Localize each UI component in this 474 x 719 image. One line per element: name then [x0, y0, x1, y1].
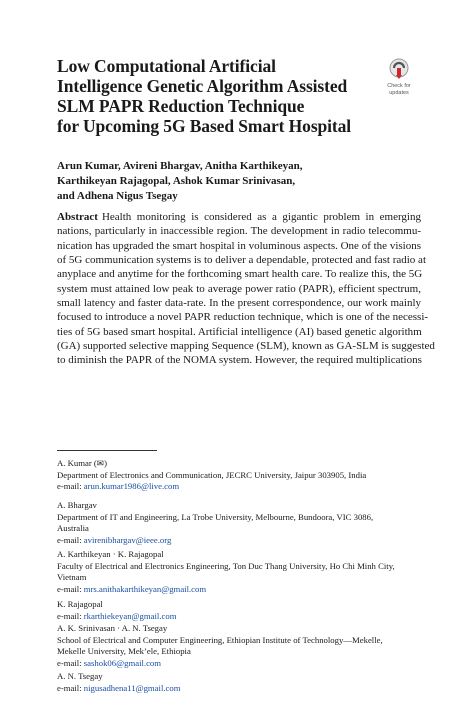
badge-text-1: Check for [387, 83, 411, 89]
affiliation-line: Mekelle University, Mek’ele, Ethiopia [57, 646, 191, 656]
abstract-line: Health monitoring is considered as a gigantic problem in emerging [101, 211, 421, 223]
title-line: for Upcoming 5G Based Smart Hospital [57, 116, 352, 136]
email-link[interactable]: rkarthiekeyan@gmail.com [83, 610, 177, 621]
affiliation-name: A. N. Tsegay [57, 671, 103, 681]
email-prefix: e-mail: [57, 534, 84, 545]
affiliation-line: School of Electrical and Computer Engineering, Ethiopian Institute of Technology—Mekelle, [57, 634, 383, 645]
title-line: Intelligence Genetic Algorithm Assisted [57, 76, 348, 96]
affiliation-name: K. Rajagopal [57, 599, 103, 609]
email-prefix: e-mail: [57, 657, 84, 668]
email-link[interactable]: avirenibhargav@ieee.org [83, 534, 172, 545]
footer-wrapper [57, 0, 435, 719]
affiliation-line: Australia [57, 523, 89, 533]
abstract-line: nication has upgraded the smart hospital in voluminous aspects. One of the visions [57, 239, 421, 252]
abstract-line: of 5G communication systems is to deliver a dependable, protected and fast radio at [57, 254, 426, 267]
author-line: Karthikeyan Rajagopal, Ashok Kumar Srinivasan, [57, 175, 296, 187]
affiliation-name: A. Bhargav [57, 500, 97, 510]
abstract-line: to diminish the PAPR of the NOMA system. However, the required multiplications [57, 354, 422, 367]
affiliation-line: Department of IT and Engineering, La Trobe University, Melbourne, Bundoora, VIC 3086, [57, 511, 374, 522]
email-prefix: e-mail: [57, 610, 84, 621]
affiliation-line: Department of Electronics and Communication, JECRC University, Jaipur 303905, India [57, 469, 367, 480]
author-line: and Adhena Nigus Tsegay [57, 190, 178, 202]
email-link[interactable]: nigusadhena11@gmail.com [83, 682, 181, 693]
email-link[interactable]: arun.kumar1986@live.com [83, 481, 180, 491]
affiliation-line: Faculty of Electrical and Electronics Engineering, Ton Duc Thang University, Ho Chi Minh City, [57, 560, 395, 571]
affiliation-name: A. Karthikeyan · K. Rajagopal [57, 549, 164, 559]
email-link[interactable]: mrs.anithakarthikeyan@gmail.com [83, 583, 207, 594]
abstract-line: system must attained low peak to average power ratio (PAPR), efficient spectrum, [57, 282, 421, 295]
email-prefix: e-mail: [57, 583, 84, 594]
abstract-line: small latency and faster data-rate. In the present correspondence, our work mainly [57, 297, 421, 310]
badge-text-2: updates [389, 90, 409, 96]
abstract-line: anyplace and anytime for the forthcoming smart health care. To realize this, the 5G [57, 268, 423, 281]
abstract-label: Abstract [57, 211, 98, 223]
abstract-line: (GA) supported selective mapping Sequence (SLM), known as GA-SLM is suggested [57, 340, 435, 353]
email-link[interactable]: sashok06@gmail.com [83, 657, 162, 668]
abstract-line: ties of 5G based smart hospital. Artificial intelligence (AI) based genetic algorithm [57, 325, 422, 338]
abstract-line: nations, particularly in inaccessible region. The development in radio telecommu- [57, 225, 421, 238]
abstract-line: focused to introduce a novel PAPR reduction technique, which is one of the necessi- [57, 311, 429, 324]
email-prefix: e-mail: [57, 481, 84, 491]
affiliation-name: A. K. Srinivasan · A. N. Tsegay [57, 623, 168, 633]
affiliation-line: Vietnam [57, 572, 87, 582]
author-line: Arun Kumar, Avireni Bhargav, Anitha Karthikeyan, [57, 160, 303, 172]
affiliation-name: A. Kumar (✉) [57, 458, 107, 468]
title-line: Low Computational Artificial [57, 56, 276, 76]
email-prefix: e-mail: [57, 682, 84, 693]
title-line: SLM PAPR Reduction Technique [57, 96, 305, 116]
